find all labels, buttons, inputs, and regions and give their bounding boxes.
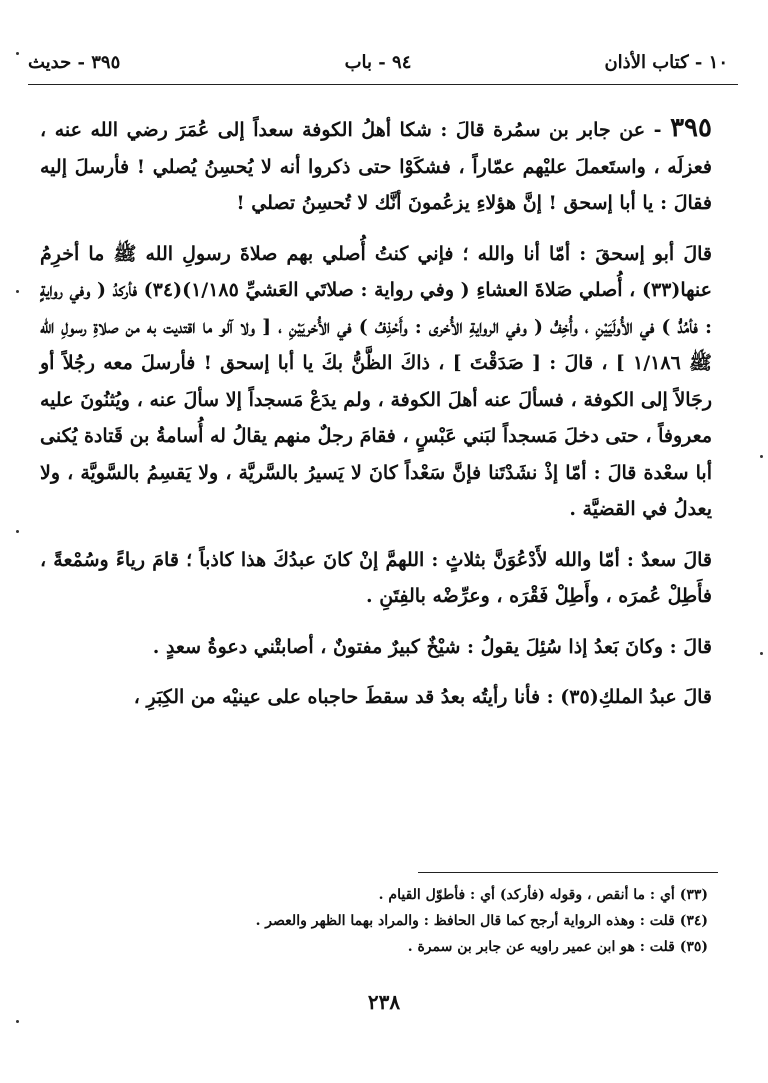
hadith-paragraph-3: قالَ سعدٌ : أمّا والله لأَدْعُوَنَّ بثلاثٍ : اللهمَّ إنْ كانَ عبدُكَ هذا كاذباً ؛ قامَ رياءً وسُمْعةً ، فأَطِلْ عُمرَه ، وأَطِلْ فَقْرَه ، وعرِّضْه بالفِتَنِ . [40, 548, 712, 607]
footnote-divider [418, 872, 718, 873]
footnote-35: (٣٥) قلت : هو ابن عمير راويه عن جابر بن سمرة . [407, 939, 708, 955]
hadith-body [40, 110, 712, 730]
paragraph-text: - عن جابر بن سمُرة قالَ : شكا أهلُ الكوفة سعداً إلى عُمَرَ رضي الله عنه ، فعزلَه ، واستَعملَ عليْهم عمّاراً ، فشكَوْا حتى ذكروا أنه لا يُحسِنُ يُصلي ! فأرسلَ إليه فقالَ : يا أبا إسحق ! إنَّ هؤلاءِ يزعُمونَ أنَّك لا تُحسِنُ تصلي ! [40, 119, 712, 214]
hadith-paragraph-2: قالَ أبو إسحقَ : أمّا أنا والله ؛ فإني كنتُ أُصلي بهم صلاةَ رسولِ الله ﷺ ما أخرِمُ عنها(٣٣) ، أُصلي صَلاةَ العشاءِ ( وفي رواية : صلاتَي العَشيِّ ١/١٨٥)(٣٤) فأركدُ ( وفي روايةٍ : فأمُدُّ ) في الأُولَيَيْنِ ، وأُخِفُّ ( وفي الروايةِ الأُخرى : وأَحْذِفُ ) في الأُخريَيْنِ ، [ ولا آلو ما اقتديت به من صلاةِ رسولِ الله ﷺ ١/١٨٦ ] ، قالَ : [ صَدَقْتَ ] ، ذاكَ الظَّنُّ بكَ يا أبا إسحق ! فأرسلَ معه رجُلاً أو رجَالاً إلى الكوفة ، فسألَ عنه أهلَ الكوفة ، ولم يدَعْ مَسجداً إلا سألَ عنه ، ويُثنُونَ عليه معروفاً ، حتى دخلَ مَسجداً لبَني عَبْسٍ ، فقامَ رجلٌ منهم يقالُ له أُسامةُ بن قَتادة يُكنى أبا سعْدة قالَ : أمّا إذْ نشَدْتَنا فإنَّ سَعْداً كانَ لا يَسيرُ بالسَّريَّة ، ولا يَقسِمُ بالسَّويَّة ، ولا يعدلُ في القضيَّة . [40, 242, 712, 520]
scan-mark [16, 530, 19, 533]
header-chapter: ١٠ - كتاب الأذان [604, 52, 728, 73]
hadith-paragraph-5: قالَ عبدُ الملكِ(٣٥) : فأنا رأيتُه بعدُ قد سقطَ حاجباه على عينيْه من الكِبَرِ ، [133, 686, 712, 708]
scan-mark [16, 1020, 19, 1023]
running-header [28, 52, 728, 82]
hadith-paragraph-4: قالَ : وكانَ بَعدُ إذا سُئِلَ يقولُ : شيْخٌ كبيرٌ مفتونٌ ، أصابتْني دعوةُ سعدٍ . [152, 635, 712, 658]
hadith-paragraph-1 [40, 110, 712, 222]
scan-mark [760, 652, 763, 655]
header-section: ٩٤ - باب [344, 52, 412, 73]
header-hadith-number: ٣٩٥ - حديث [28, 52, 121, 73]
header-divider [28, 84, 738, 85]
footnote-33: (٣٣) أي : ما أنقص ، وقوله (فأركد) أي : فأطوّل القيام . [378, 887, 708, 903]
scan-mark [760, 455, 763, 458]
page-number: ٢٣٨ [367, 990, 401, 1014]
scan-mark [16, 52, 19, 55]
hadith-number: ٣٩٥ [670, 113, 712, 143]
footnote-34: (٣٤) قلت : وهذه الرواية أرجح كما قال الحافظ : والمراد بهما الظهر والعصر . [255, 913, 708, 929]
footnotes [40, 882, 708, 960]
scan-mark [16, 290, 19, 293]
